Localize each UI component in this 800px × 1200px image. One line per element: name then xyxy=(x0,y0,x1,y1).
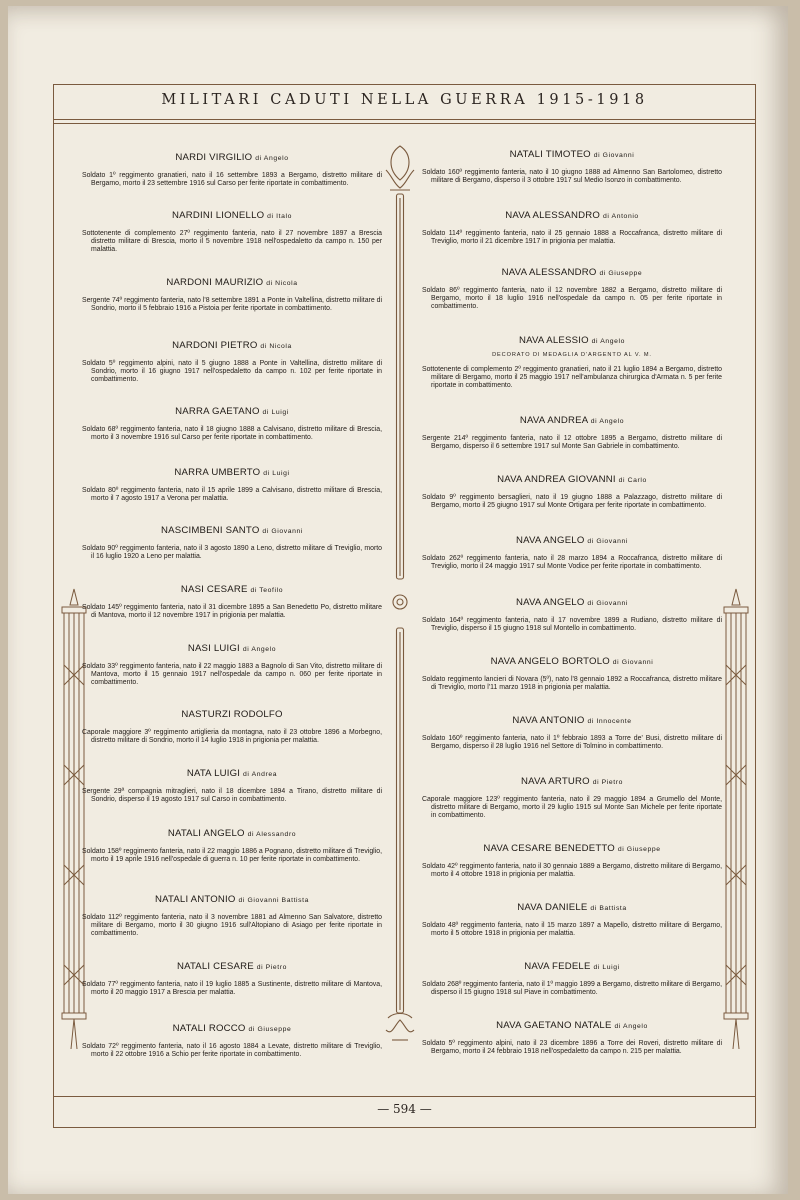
right-fasces-ornament xyxy=(720,585,752,1055)
entry-text: Soldato 90º reggimento fanteria, nato il 3 agosto 1890 a Leno, distretto militare di Treviglio, morto il 16 luglio 1920 a Leno per malattia. xyxy=(82,545,382,561)
entry-name: NAVA GAETANO NATALE di Angelo xyxy=(496,1020,648,1031)
entry-text: Soldato 268º reggimento fanteria, nato il 1º maggio 1899 a Bergamo, distretto militare di Bergamo, disperso il 15 giugno 1918 sul Piave in combattimento. xyxy=(422,981,722,997)
entry xyxy=(82,768,382,804)
entry-name: NAVA CESARE BENEDETTO di Giuseppe xyxy=(483,843,661,854)
entry-name: NARDI VIRGILIO di Angelo xyxy=(175,152,289,163)
entry xyxy=(82,467,382,503)
entry-text: Soldato 48º reggimento fanteria, nato il 15 marzo 1897 a Mapello, distretto militare di Bergamo, morto il 5 ottobre 1918 in prigionia per malattia. xyxy=(422,922,722,938)
entry-text: Soldato 158º reggimento fanteria, nato il 22 maggio 1886 a Pognano, distretto militare di Treviglio, morto il 19 aprile 1916 nell'ospedale di guerra n. 10 per ferite riportate in combattimento. xyxy=(82,848,382,864)
entry-text: Soldato 9º reggimento bersaglieri, nato il 19 giugno 1888 a Palazzago, distretto militare di Bergamo, morto il 25 giugno 1917 sul Monte Ortigara per ferite riportate in combattimento. xyxy=(422,494,722,510)
entry-text: Soldato 80º reggimento fanteria, nato il 15 aprile 1899 a Calvisano, distretto militare di Brescia, morto il 7 agosto 1917 a Verona per malattia. xyxy=(82,487,382,503)
entry-text: Soldato 86º reggimento fanteria, nato il 12 novembre 1882 a Bergamo, distretto militare di Bergamo, morto il 18 luglio 1916 nell'ospedale da campo n. 05 per ferite riportate in combattimento. xyxy=(422,287,722,311)
entry xyxy=(82,525,382,561)
entry-text: Soldato 262º reggimento fanteria, nato il 28 marzo 1894 a Roccafranca, distretto militare di Treviglio, morto il 24 maggio 1917 sul Monte Vodice per ferite riportate in combattimento. xyxy=(422,555,722,571)
entry-name: NAVA DANIELE di Battista xyxy=(517,902,627,913)
entry xyxy=(422,474,722,510)
entry-text: Soldato reggimento lancieri di Novara (5º), nato l'8 gennaio 1892 a Roccafranca, distretto militare di Treviglio, morto l'11 marzo 1918 in prigionia per malattia. xyxy=(422,676,722,692)
entry-name: NAVA ARTURO di Pietro xyxy=(520,776,624,787)
entry xyxy=(422,961,722,997)
entry-text: Soldato 33º reggimento fanteria, nato il 22 maggio 1883 a Bagnolo di San Vito, distretto militare di Mantova, morto il 15 gennaio 1917 nell'ospedale da campo n. 060 per ferite riportate in combattimento. xyxy=(82,663,382,687)
center-torch-ornament xyxy=(380,140,420,1060)
entry-text: Sergente 214º reggimento fanteria, nato il 12 ottobre 1895 a Bergamo, distretto militare di Bergamo, disperso il 6 settembre 1917 sul Monte San Gabriele in combattimento. xyxy=(422,435,722,451)
entry-name: NAVA ANGELO di Giovanni xyxy=(516,535,628,546)
entry xyxy=(82,961,382,997)
entry-name: NAVA ANGELO di Giovanni xyxy=(516,597,628,608)
entry xyxy=(82,277,382,313)
entry-name: NATALI TIMOTEO di Giovanni xyxy=(509,149,635,160)
entry-text: Caporale maggiore 123º reggimento fanteria, nato il 29 maggio 1894 a Grumello del Monte, distretto militare di Bergamo, morto il 29 luglio 1915 sul Monte San Michele per ferite riportate in combattimento. xyxy=(422,796,722,820)
entry xyxy=(422,776,722,821)
entry-name: NAVA ALESSANDRO di Giuseppe xyxy=(501,267,643,278)
entry-text: Soldato 114º reggimento fanteria, nato il 25 gennaio 1888 a Roccafranca, distretto militare di Treviglio, morto il 21 dicembre 1917 in prigionia per malattia. xyxy=(422,230,722,246)
entry-name: NATALI CESARE di Pietro xyxy=(176,961,288,972)
entry xyxy=(422,1020,722,1056)
entry-name: NARDINI LIONELLO di Italo xyxy=(172,210,292,221)
entry-name: NAVA ANDREA di Angelo xyxy=(519,415,625,426)
entry-text: Soldato 68º reggimento fanteria, nato il 18 giugno 1888 a Calvisano, distretto militare di Brescia, morto il 3 novembre 1916 sul Carso per ferite riportate in combattimento. xyxy=(82,426,382,442)
entry-name: NASI LUIGI di Angelo xyxy=(187,643,277,654)
entry-text: Sergente 74º reggimento fanteria, nato l'8 settembre 1891 a Ponte in Valtellina, distretto militare di Sondrio, morto il 5 febbraio 1916 a Pistoia per ferite riportate in combattimento. xyxy=(82,297,382,313)
entry-text: Soldato 112º reggimento fanteria, nato il 3 novembre 1881 ad Almenno San Salvatore, distretto militare di Bergamo, morto il 30 giugno 1916 sull'Altopiano di Asiago per ferite riportate in combattimento. xyxy=(82,914,382,938)
entry xyxy=(82,406,382,442)
entry xyxy=(422,415,722,451)
entry xyxy=(422,656,722,692)
page-title: MILITARI CADUTI NELLA GUERRA 1915-1918 xyxy=(161,92,648,108)
entry xyxy=(82,210,382,255)
entry-name: NARRA GAETANO di Luigi xyxy=(175,406,289,417)
entry xyxy=(82,828,382,864)
entry xyxy=(82,152,382,188)
entry xyxy=(422,149,722,185)
entry xyxy=(82,340,382,385)
entry-name: NAVA FEDELE di Luigi xyxy=(524,961,620,972)
entry-text: Soldato 145º reggimento fanteria, nato il 31 dicembre 1895 a San Benedetto Po, distretto militare di Mantova, morto il 12 novembre 1917 in prigionia per malattia. xyxy=(82,604,382,620)
entry xyxy=(82,1023,382,1059)
entry xyxy=(422,267,722,312)
entry-text: Sergente 29ª compagnia mitraglieri, nato il 18 dicembre 1894 a Tirano, distretto militare di Sondrio, disperso il 19 agosto 1917 sul Carso in combattimento. xyxy=(82,788,382,804)
entry-name: NATALI ROCCO di Giuseppe xyxy=(172,1023,292,1034)
header-rule xyxy=(53,119,756,120)
entry-name: NARDONI PIETRO di Nicola xyxy=(172,340,292,351)
entry xyxy=(82,894,382,939)
entry-name: NAVA ALESSIO di Angelo xyxy=(518,335,625,346)
entry xyxy=(422,535,722,571)
entry-name: NATA LUIGI di Andrea xyxy=(186,768,278,779)
entry-name: NARRA UMBERTO di Luigi xyxy=(174,467,290,478)
entry xyxy=(422,335,722,391)
entry-text: Soldato 5º reggimento alpini, nato il 23 dicembre 1896 a Torre dei Roveri, distretto militare di Bergamo, morto il 24 febbraio 1918 nell'ospedaletto da campo n. 215 per malattia. xyxy=(422,1040,722,1056)
entry-decoration: DECORATO DI MEDAGLIA D'ARGENTO AL V. M. xyxy=(492,352,652,358)
entry xyxy=(422,843,722,879)
entry-name: NATALI ANGELO di Alessandro xyxy=(167,828,297,839)
entry-text: Soldato 77º reggimento fanteria, nato il 19 luglio 1885 a Sustinente, distretto militare di Mantova, morto il 20 maggio 1917 a Brescia per malattia. xyxy=(82,981,382,997)
entry-text: Soldato 164º reggimento fanteria, nato il 17 novembre 1899 a Rudiano, distretto militare di Treviglio, disperso il 15 giugno 1918 sul Montello in combattimento. xyxy=(422,617,722,633)
entry-text: Soldato 160º reggimento fanteria, nato il 10 giugno 1888 ad Almenno San Bartolomeo, distretto militare di Bergamo, disperso il 3 ottobre 1917 sul Medio Isonzo in combattimento. xyxy=(422,169,722,185)
entry xyxy=(422,715,722,751)
entry-name: NATALI ANTONIO di Giovanni Battista xyxy=(154,894,310,905)
entry-name: NAVA ANTONIO di Innocente xyxy=(512,715,632,726)
entry-name: NASTURZI RODOLFO xyxy=(181,709,283,720)
entry xyxy=(422,902,722,938)
entry-text: Soldato 5º reggimento alpini, nato il 5 giugno 1888 a Ponte in Valtellina, distretto militare di Sondrio, morto il 16 giugno 1917 nell'ospedaletto da campo n. 102 per ferite riportate in combattimento. xyxy=(82,360,382,384)
entry-text: Sottotenente di complemento 2º reggimento granatieri, nato il 21 luglio 1894 a Bergamo, distretto militare di Bergamo, morto il 25 maggio 1917 nell'ambulanza chirurgica d'Armata n. 5 per ferite riportate in combattimento. xyxy=(422,366,722,390)
entry-text: Soldato 72º reggimento fanteria, nato il 16 agosto 1884 a Levate, distretto militare di Treviglio, morto il 22 ottobre 1916 a Schio per ferite riportate in combattimento. xyxy=(82,1043,382,1059)
entry xyxy=(422,597,722,633)
page-number: — 594 — xyxy=(377,1102,432,1116)
footer-rule xyxy=(53,1096,756,1097)
entry-name: NAVA ANGELO BORTOLO di Giovanni xyxy=(490,656,654,667)
entry-name: NASI CESARE di Teofilo xyxy=(180,584,284,595)
entry-name: NAVA ANDREA GIOVANNI di Carlo xyxy=(497,474,647,485)
entry xyxy=(82,709,382,745)
entry-name: NARDONI MAURIZIO di Nicola xyxy=(166,277,298,288)
entry-text: Sottotenente di complemento 27º reggimento fanteria, nato il 27 novembre 1897 a Brescia distretto militare di Brescia, morto il 5 novembre 1918 nell'ospedaletto da campo n. 150 per malattia. xyxy=(82,230,382,254)
entry xyxy=(82,643,382,688)
entry-text: Caporale maggiore 3º reggimento artiglieria da montagna, nato il 23 ottobre 1896 a Morbegno, distretto militare di Sondrio, morto il 14 luglio 1918 in prigionia per malattia. xyxy=(82,729,382,745)
header-rule-thin xyxy=(53,123,756,124)
entry xyxy=(82,584,382,620)
entry-name: NASCIMBENI SANTO di Giovanni xyxy=(161,525,303,536)
entry-name: NAVA ALESSANDRO di Antonio xyxy=(505,210,639,221)
entry xyxy=(422,210,722,246)
entry-text: Soldato 160º reggimento fanteria, nato il 1º febbraio 1893 a Torre de' Busi, distretto militare di Bergamo, disperso il 28 luglio 1916 nel Settore di Tolmino in combattimento. xyxy=(422,735,722,751)
entry-text: Soldato 42º reggimento fanteria, nato il 30 gennaio 1889 a Bergamo, distretto militare di Bergamo, morto il 4 ottobre 1918 in prigionia per malattia. xyxy=(422,863,722,879)
entry-text: Soldato 1º reggimento granatieri, nato il 16 settembre 1893 a Bergamo, distretto militare di Bergamo, morto il 23 settembre 1916 sul Carso per ferite riportate in combattimento. xyxy=(82,172,382,188)
